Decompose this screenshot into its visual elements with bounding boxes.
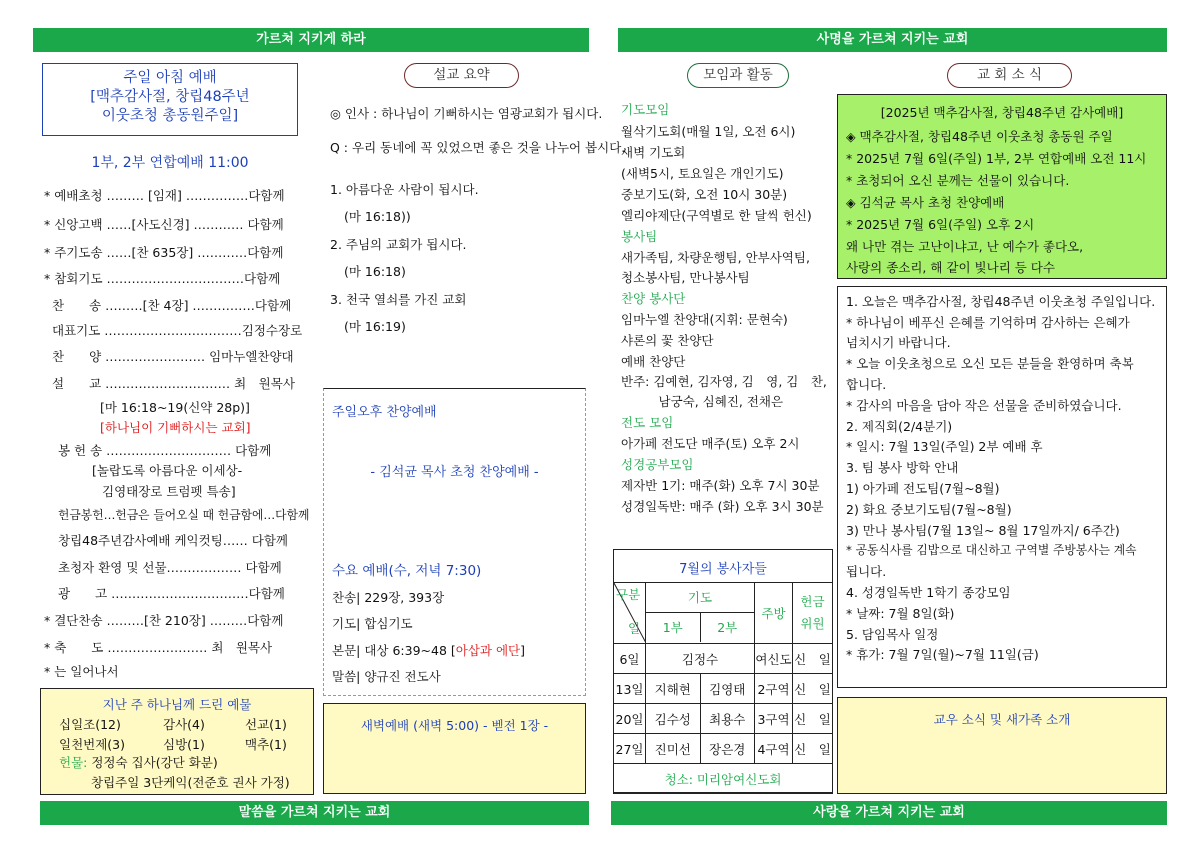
- news-line: 됩니다.: [846, 564, 887, 579]
- activities-pill: 모임과 활동: [687, 63, 789, 88]
- order-item: 창립48주년감사예배 케익컷팅…… 다함께: [58, 533, 288, 548]
- activity-line: 임마누엘 찬양대(지휘: 문현숙): [621, 312, 788, 327]
- sermon-line: Q : 우리 동네에 꼭 있었으면 좋은 것을 나누어 봅시다.: [330, 140, 626, 155]
- gift-line: 창립주일 3단케익(전준호 권사 가정): [91, 775, 290, 790]
- wednesday-prayer: 기도| 합심기도: [332, 616, 413, 631]
- order-item: 봉 헌 송 ………………………… 다함께: [58, 443, 272, 458]
- special-song: [놀랍도록 아름다운 이세상-: [92, 463, 243, 478]
- news-line: * 감사의 마음을 담아 작은 선물을 준비하였습니다.: [846, 398, 1122, 413]
- dawn-text: 새벽예배 (새벽 5:00) - 벧전 1장 -: [360, 718, 549, 733]
- table-row: 27일 진미선 장은경 4구역 신 일: [614, 734, 833, 764]
- wednesday-text: 본문| 대상 6:39~48 [아삽과 에단]: [332, 643, 526, 658]
- offering-item: 선교(1): [245, 717, 287, 732]
- news-line: * 일시: 7월 13일(주일) 2부 예배 후: [846, 439, 1043, 454]
- footer-bar-left: 말씀을 가르쳐 지키는 교회: [40, 801, 589, 825]
- order-item: * 결단찬송 ………[찬 210장] ………다함께: [44, 613, 284, 628]
- activity-line: 반주: 김예현, 김자영, 김 영, 김 찬,: [621, 374, 827, 389]
- activity-line: 성경일독반: 매주 (화) 오후 3시 30분: [621, 499, 824, 514]
- sermon-ref: (마 16:19): [344, 319, 406, 334]
- activity-heading: 기도모임: [621, 102, 670, 117]
- news-line: 2. 제직회(2/4분기): [846, 419, 953, 434]
- news-line: 3) 만나 봉사팀(7월 13일~ 8월 17일까지/ 6주간): [846, 523, 1120, 538]
- offering-item: 맥추(1): [245, 737, 287, 752]
- volunteers-title: 7월의 봉사자들: [679, 562, 767, 577]
- order-item: * 참회기도 ……………………………다함께: [44, 271, 281, 286]
- worship-title-box: [42, 63, 298, 136]
- table-header: 주방: [755, 583, 793, 644]
- sermon-line: ◎ 인사 : 하나님이 기뻐하시는 염광교회가 됩시다.: [330, 106, 603, 121]
- member-news-box: [837, 697, 1167, 794]
- wednesday-title: 수요 예배(수, 저녁 7:30): [332, 563, 482, 579]
- header-bar-right: 사명을 가르쳐 지키는 교회: [618, 28, 1167, 52]
- offering-title: 지난 주 하나님께 드린 예물: [102, 697, 252, 712]
- worship-order: [44, 186, 310, 686]
- activity-line: 중보기도(화, 오전 10시 30분): [621, 187, 788, 202]
- cleaning-row: 청소: 미리암여신도회: [614, 764, 833, 794]
- activity-heading: 봉사팀: [621, 229, 658, 244]
- news-line: 4. 성경일독반 1학기 종강모임: [846, 585, 1011, 600]
- volunteers-box: [613, 549, 833, 793]
- offering-item: 감사(4): [163, 717, 205, 732]
- table-row: 6일 김정수 여신도 신 일: [614, 644, 833, 674]
- sermon-title: [하나님이 기뻐하시는 교회]: [100, 420, 251, 435]
- member-news-title: 교우 소식 및 새가족 소개: [933, 712, 1071, 727]
- activity-line: 제자반 1기: 매주(화) 오후 7시 30분: [621, 478, 820, 493]
- gift-line: 헌물: 정정숙 집사(강단 화분): [59, 755, 218, 770]
- table-header: 기도 1부 2부: [646, 583, 755, 644]
- offering-item: 십일조(12): [59, 717, 121, 732]
- news-line: 5. 담임목사 일정: [846, 627, 939, 642]
- order-item: 초청자 환영 및 선물……………… 다함께: [58, 560, 282, 575]
- news-line: 넘치시기 바랍니다.: [846, 335, 951, 350]
- footer-bar-right: 사랑을 가르쳐 지키는 교회: [611, 801, 1167, 825]
- table-header: 구분 일: [614, 583, 646, 644]
- wednesday-speech: 말씀| 양규진 전도사: [332, 669, 441, 684]
- news-line: * 오늘 이웃초청으로 오신 모든 분들을 환영하며 축복: [846, 356, 1134, 371]
- standing-note: * 는 일어나서: [44, 664, 119, 679]
- order-item: * 축 도 …………………… 최 원목사: [44, 640, 273, 655]
- order-item: 찬 양 …………………… 임마누엘찬양대: [52, 349, 294, 364]
- order-item: 광 고 ……………………………다함께: [58, 586, 285, 601]
- order-item: * 신앙고백 ……[사도신경] ………… 다함께: [44, 217, 284, 232]
- sermon-ref: (마 16:18): [344, 264, 406, 279]
- activity-heading: 찬양 봉사단: [621, 291, 686, 306]
- special-song: 김영태장로 트럼펫 특송]: [102, 484, 236, 499]
- church-news-pill: 교 회 소 식: [947, 63, 1072, 88]
- table-row: 13일 지해현 김영태 2구역 신 일: [614, 674, 833, 704]
- activities-list: [621, 100, 833, 520]
- activity-line: 새벽 기도회: [621, 145, 686, 160]
- service-time: 1부, 2부 연합예배 11:00: [91, 155, 249, 171]
- news-list-box: [837, 286, 1167, 688]
- activity-line: 아가페 전도단 매주(토) 오후 2시: [621, 436, 800, 451]
- activity-line: (새벽5시, 토요일은 개인기도): [621, 166, 784, 181]
- news-line: 3. 팀 봉사 방학 안내: [846, 460, 959, 475]
- activity-line: 샤론의 꽃 찬양단: [621, 333, 714, 348]
- sermon-point: 1. 아름다운 사람이 됩시다.: [330, 182, 479, 197]
- news-line: * 날짜: 7월 8일(화): [846, 606, 955, 621]
- anniversary-box: [837, 94, 1167, 279]
- anniversary-line: 사랑의 종소리, 해 같이 빛나리 등 다수: [846, 260, 1055, 275]
- order-item: 설 교 ………………………… 최 원목사: [52, 376, 295, 391]
- table-row: 20일 김수성 최용수 3구역 신 일: [614, 704, 833, 734]
- anniversary-line: * 2025년 7월 6일(주일) 1부, 2부 연합예배 오전 11시: [846, 151, 1147, 166]
- anniversary-line: * 2025년 7월 6일(주일) 오후 2시: [846, 217, 1035, 232]
- news-line: 합니다.: [846, 377, 887, 392]
- order-item: 찬 송 ………[찬 4장] ……………다함께: [52, 298, 292, 313]
- order-item: 헌금봉헌…헌금은 들어오실 때 헌금함에…다함께: [58, 508, 310, 522]
- news-line: * 휴가: 7월 7일(월)~7월 11일(금): [846, 647, 1039, 662]
- activity-line: 청소봉사팀, 만나봉사팀: [621, 270, 750, 285]
- activity-line: 엘리야제단(구역별로 한 달씩 헌신): [621, 208, 812, 223]
- sermon-point: 3. 천국 열쇠를 가진 교회: [330, 292, 467, 307]
- afternoon-title: 주일오후 찬양예배: [332, 405, 437, 420]
- offering-item: 일천번제(3): [59, 737, 126, 752]
- wednesday-hymn: 찬송| 229장, 393장: [332, 590, 445, 605]
- worship-subtitle-2: 이웃초청 총동원주일]: [101, 108, 239, 124]
- afternoon-box: [323, 388, 586, 696]
- activity-heading: 전도 모임: [621, 415, 674, 430]
- afternoon-content: - 김석균 목사 초청 찬양예배 -: [370, 465, 539, 480]
- news-line: 1) 아가페 전도팀(7월~8월): [846, 481, 1000, 496]
- sermon-ref: (마 16:18)): [344, 209, 411, 224]
- worship-title: 주일 아침 예배: [123, 70, 217, 86]
- news-line: * 하나님이 베푸신 은혜를 기억하며 감사하는 은혜가: [846, 315, 1130, 330]
- news-line: 1. 오늘은 맥추감사절, 창립48주년 이웃초청 주일입니다.: [846, 294, 1156, 309]
- anniversary-title: [2025년 맥추감사절, 창립48주년 감사예배]: [880, 105, 1124, 120]
- order-item: * 예배초청 ……… [임재] ……………다함께: [44, 188, 285, 203]
- anniversary-line: 왜 나만 겪는 고난이냐고, 난 예수가 좋다오,: [846, 239, 1084, 254]
- sermon-point: 2. 주님의 교회가 됩시다.: [330, 237, 467, 252]
- activity-line: 예배 찬양단: [621, 354, 686, 369]
- activity-line: 새가족팀, 차량운행팀, 안부사역팀,: [621, 250, 810, 265]
- header-bar-left: 가르쳐 지키게 하라: [33, 28, 589, 52]
- sermon-summary: [330, 104, 626, 344]
- offering-box: [40, 688, 314, 795]
- activity-heading: 성경공부모임: [621, 457, 694, 472]
- offering-item: 심방(1): [163, 737, 205, 752]
- order-item: * 주기도송 ……[찬 635장] …………다함께: [44, 245, 284, 260]
- news-line: * 공동식사를 김밥으로 대신하고 구역별 주방봉사는 계속: [846, 543, 1137, 557]
- scripture: [마 16:18~19(신약 28p)]: [100, 400, 250, 415]
- anniversary-line: * 초청되어 오신 분께는 선물이 있습니다.: [846, 173, 1070, 188]
- anniversary-line: ◈ 김석균 목사 초청 찬양예배: [846, 195, 1005, 210]
- news-line: 2) 화요 중보기도팀(7월~8월): [846, 502, 1012, 517]
- table-header: 헌금 위원: [793, 583, 833, 644]
- worship-subtitle-1: [맥추감사절, 창립48주년: [90, 89, 250, 105]
- activity-line: 월삭기도회(매월 1일, 오전 6시): [621, 124, 796, 139]
- dawn-box: [323, 703, 586, 794]
- order-item: 대표기도 ……………………………김정수장로: [52, 323, 303, 338]
- anniversary-line: ◈ 맥추감사절, 창립48주년 이웃초청 총동원 주일: [846, 129, 1113, 144]
- activity-line: 남궁숙, 심혜진, 전채은: [621, 394, 784, 409]
- volunteers-table: [613, 582, 833, 794]
- sermon-summary-pill: 설교 요약: [404, 63, 519, 88]
